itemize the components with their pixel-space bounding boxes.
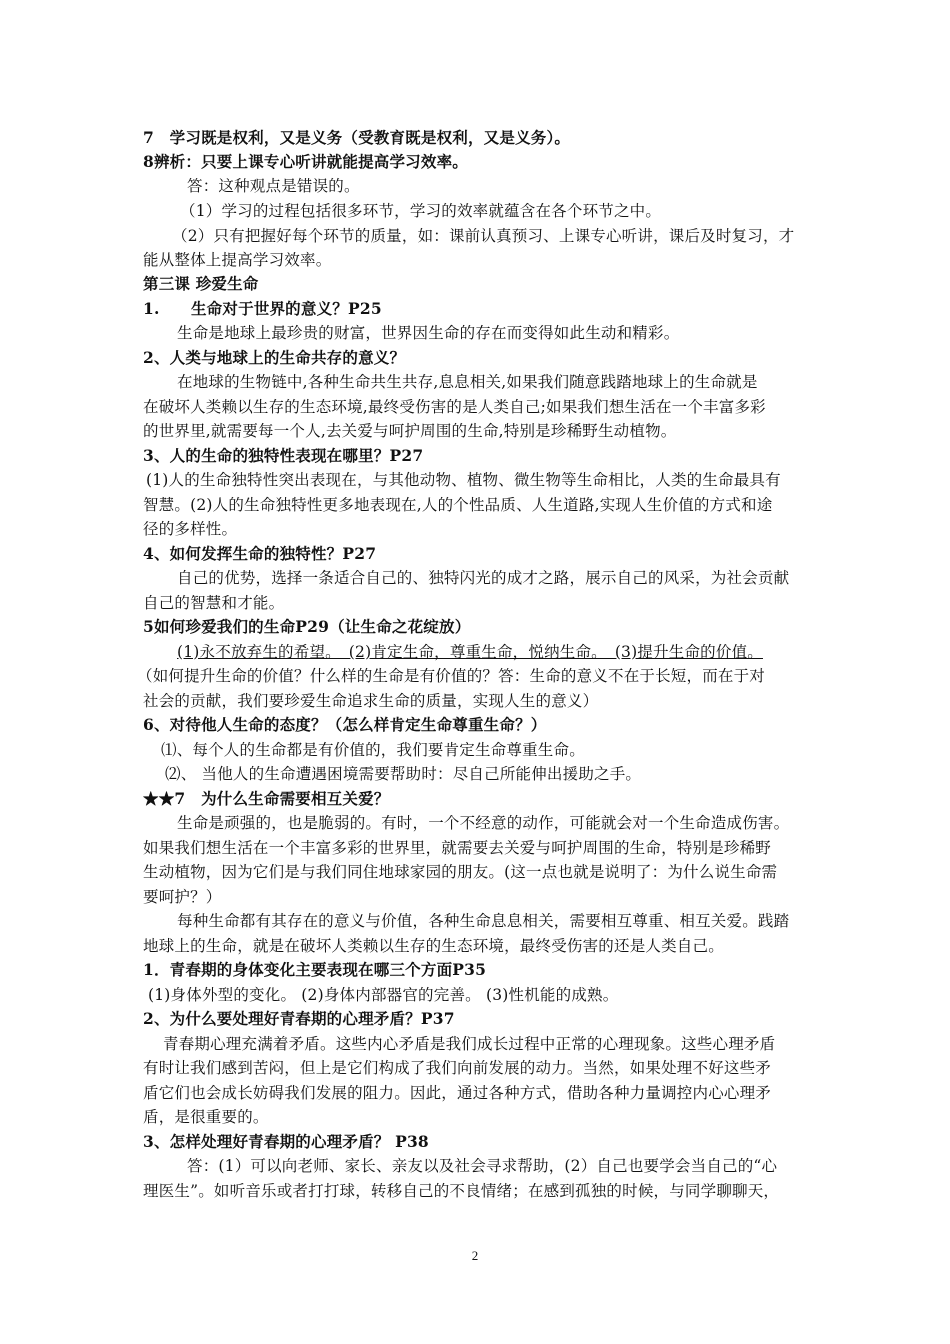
- text-line: 盾它们也会成长妨碍我们发展的阻力。因此，通过各种方式，借助各种力量调控内心心理矛: [143, 1084, 772, 1102]
- text-line: 生命是顽强的，也是脆弱的。有时，一个不经意的动作，可能就会对一个生命造成伤害。: [177, 814, 790, 832]
- text-line: 生动植物，因为它们是与我们同住地球家园的朋友。(这一点也就是说明了：为什么说生命需: [143, 863, 778, 881]
- text-line: 地球上的生命，就是在破坏人类赖以生存的生态环境，最终受伤害的还是人类自己。: [143, 937, 724, 955]
- text-line: 要呵护？）: [143, 888, 222, 906]
- text-line: 社会的贡献，我们要珍爱生命追求生命的质量，实现人生的意义）: [143, 692, 599, 710]
- text-line: 有时让我们感到苦闷，但上是它们构成了我们向前发展的动力。当然，如果处理不好这些矛: [143, 1059, 772, 1077]
- text-line: 3、怎样处理好青春期的心理矛盾？ P38: [143, 1132, 429, 1151]
- text-line: （1）学习的过程包括很多环节，学习的效率就蕴含在各个环节之中。: [180, 202, 662, 220]
- text-line: 能从整体上提高学习效率。: [143, 251, 332, 269]
- text-line: 在地球的生物链中,各种生命共生共存,息息相关,如果我们随意践踏地球上的生命就是: [177, 373, 758, 391]
- text-line: 4、如何发挥生命的独特性？P27: [143, 544, 377, 563]
- text-line: 在破坏人类赖以生存的生态环境,最终受伤害的是人类自己;如果我们想生活在一个丰富多彩: [143, 398, 766, 416]
- text-line: 生命是地球上最珍贵的财富，世界因生命的存在而变得如此生动和精彩。: [177, 324, 680, 342]
- text-line: 7 学习既是权利，又是义务（受教育既是权利，又是义务）。: [143, 128, 571, 147]
- text-line: 径的多样性。: [143, 520, 238, 538]
- text-line: 8辨析：只要上课专心听讲就能提高学习效率。: [143, 152, 468, 171]
- page-number: 2: [471, 1248, 479, 1263]
- text-line: 1. 生命对于世界的意义？P25: [143, 299, 382, 318]
- text-line: ★★7 为什么生命需要相互关爱？: [143, 789, 390, 808]
- text-line: 答：(1）可以向老师、家长、亲友以及社会寻求帮助，(2）自己也要学会当自己的“心: [187, 1157, 778, 1175]
- text-line: 2、人类与地球上的生命共存的意义？: [143, 348, 406, 367]
- text-line: ⑵、 当他人的生命遭遇困境需要帮助时：尽自己所能伸出援助之手。: [165, 765, 642, 783]
- text-line: 如果我们想生活在一个丰富多彩的世界里，就需要去关爱与呵护周围的生命，特别是珍稀野: [143, 839, 772, 857]
- text-line: 每种生命都有其存在的意义与价值，各种生命息息相关，需要相互尊重、相互关爱。践踏: [177, 912, 790, 930]
- text-line: 1．青春期的身体变化主要表现在哪三个方面P35: [143, 960, 487, 979]
- section-heading: 第三课 珍爱生命: [143, 274, 259, 293]
- text-line: （2）只有把握好每个环节的质量，如：课前认真预习、上课专心听讲，课后及时复习，才: [172, 227, 795, 245]
- text-line: 答：这种观点是错误的。: [187, 177, 360, 195]
- text-line: 青春期心理充满着矛盾。这些内心矛盾是我们成长过程中正常的心理现象。这些心理矛盾: [163, 1035, 776, 1053]
- text-line: 的世界里,就需要每一个人,去关爱与呵护周围的生命,特别是珍稀野生动植物。: [143, 422, 677, 440]
- text-line: 自己的优势，选择一条适合自己的、独特闪光的成才之路，展示自己的风采，为社会贡献: [177, 569, 790, 587]
- text-line: 6、对待他人生命的态度？（怎么样肯定生命尊重生命？）: [143, 715, 547, 734]
- text-line: 智慧。(2)人的生命独特性更多地表现在,人的个性品质、人生道路,实现人生价值的方式和途: [143, 496, 773, 514]
- text-line: (1)人的生命独特性突出表现在，与其他动物、植物、微生物等生命相比，人类的生命最具有: [146, 471, 781, 489]
- text-line: 3、人的生命的独特性表现在哪里？P27: [143, 446, 424, 465]
- text-line: (1)永不放弃生的希望。 (2)肯定生命，尊重生命，悦纳生命。 (3)提升生命的价值。: [177, 643, 763, 661]
- text-line: （如何提升生命的价值？什么样的生命是有价值的？答：生命的意义不在于长短，而在于对: [137, 667, 766, 685]
- text-line: (1)身体外型的变化。 (2)身体内部器官的完善。 (3)性机能的成熟。: [148, 986, 619, 1004]
- text-line: 5如何珍爱我们的生命P29（让生命之花绽放）: [143, 617, 471, 636]
- text-line: 盾，是很重要的。: [143, 1108, 269, 1126]
- text-line: 理医生”。如听音乐或者打打球，转移自己的不良情绪；在感到孤独的时候，与同学聊聊天，: [143, 1182, 780, 1200]
- text-line: 2、为什么要处理好青春期的心理矛盾？P37: [143, 1009, 455, 1028]
- text-line: ⑴、每个人的生命都是有价值的，我们要肯定生命尊重生命。: [161, 741, 585, 759]
- text-line: 自己的智慧和才能。: [143, 594, 285, 612]
